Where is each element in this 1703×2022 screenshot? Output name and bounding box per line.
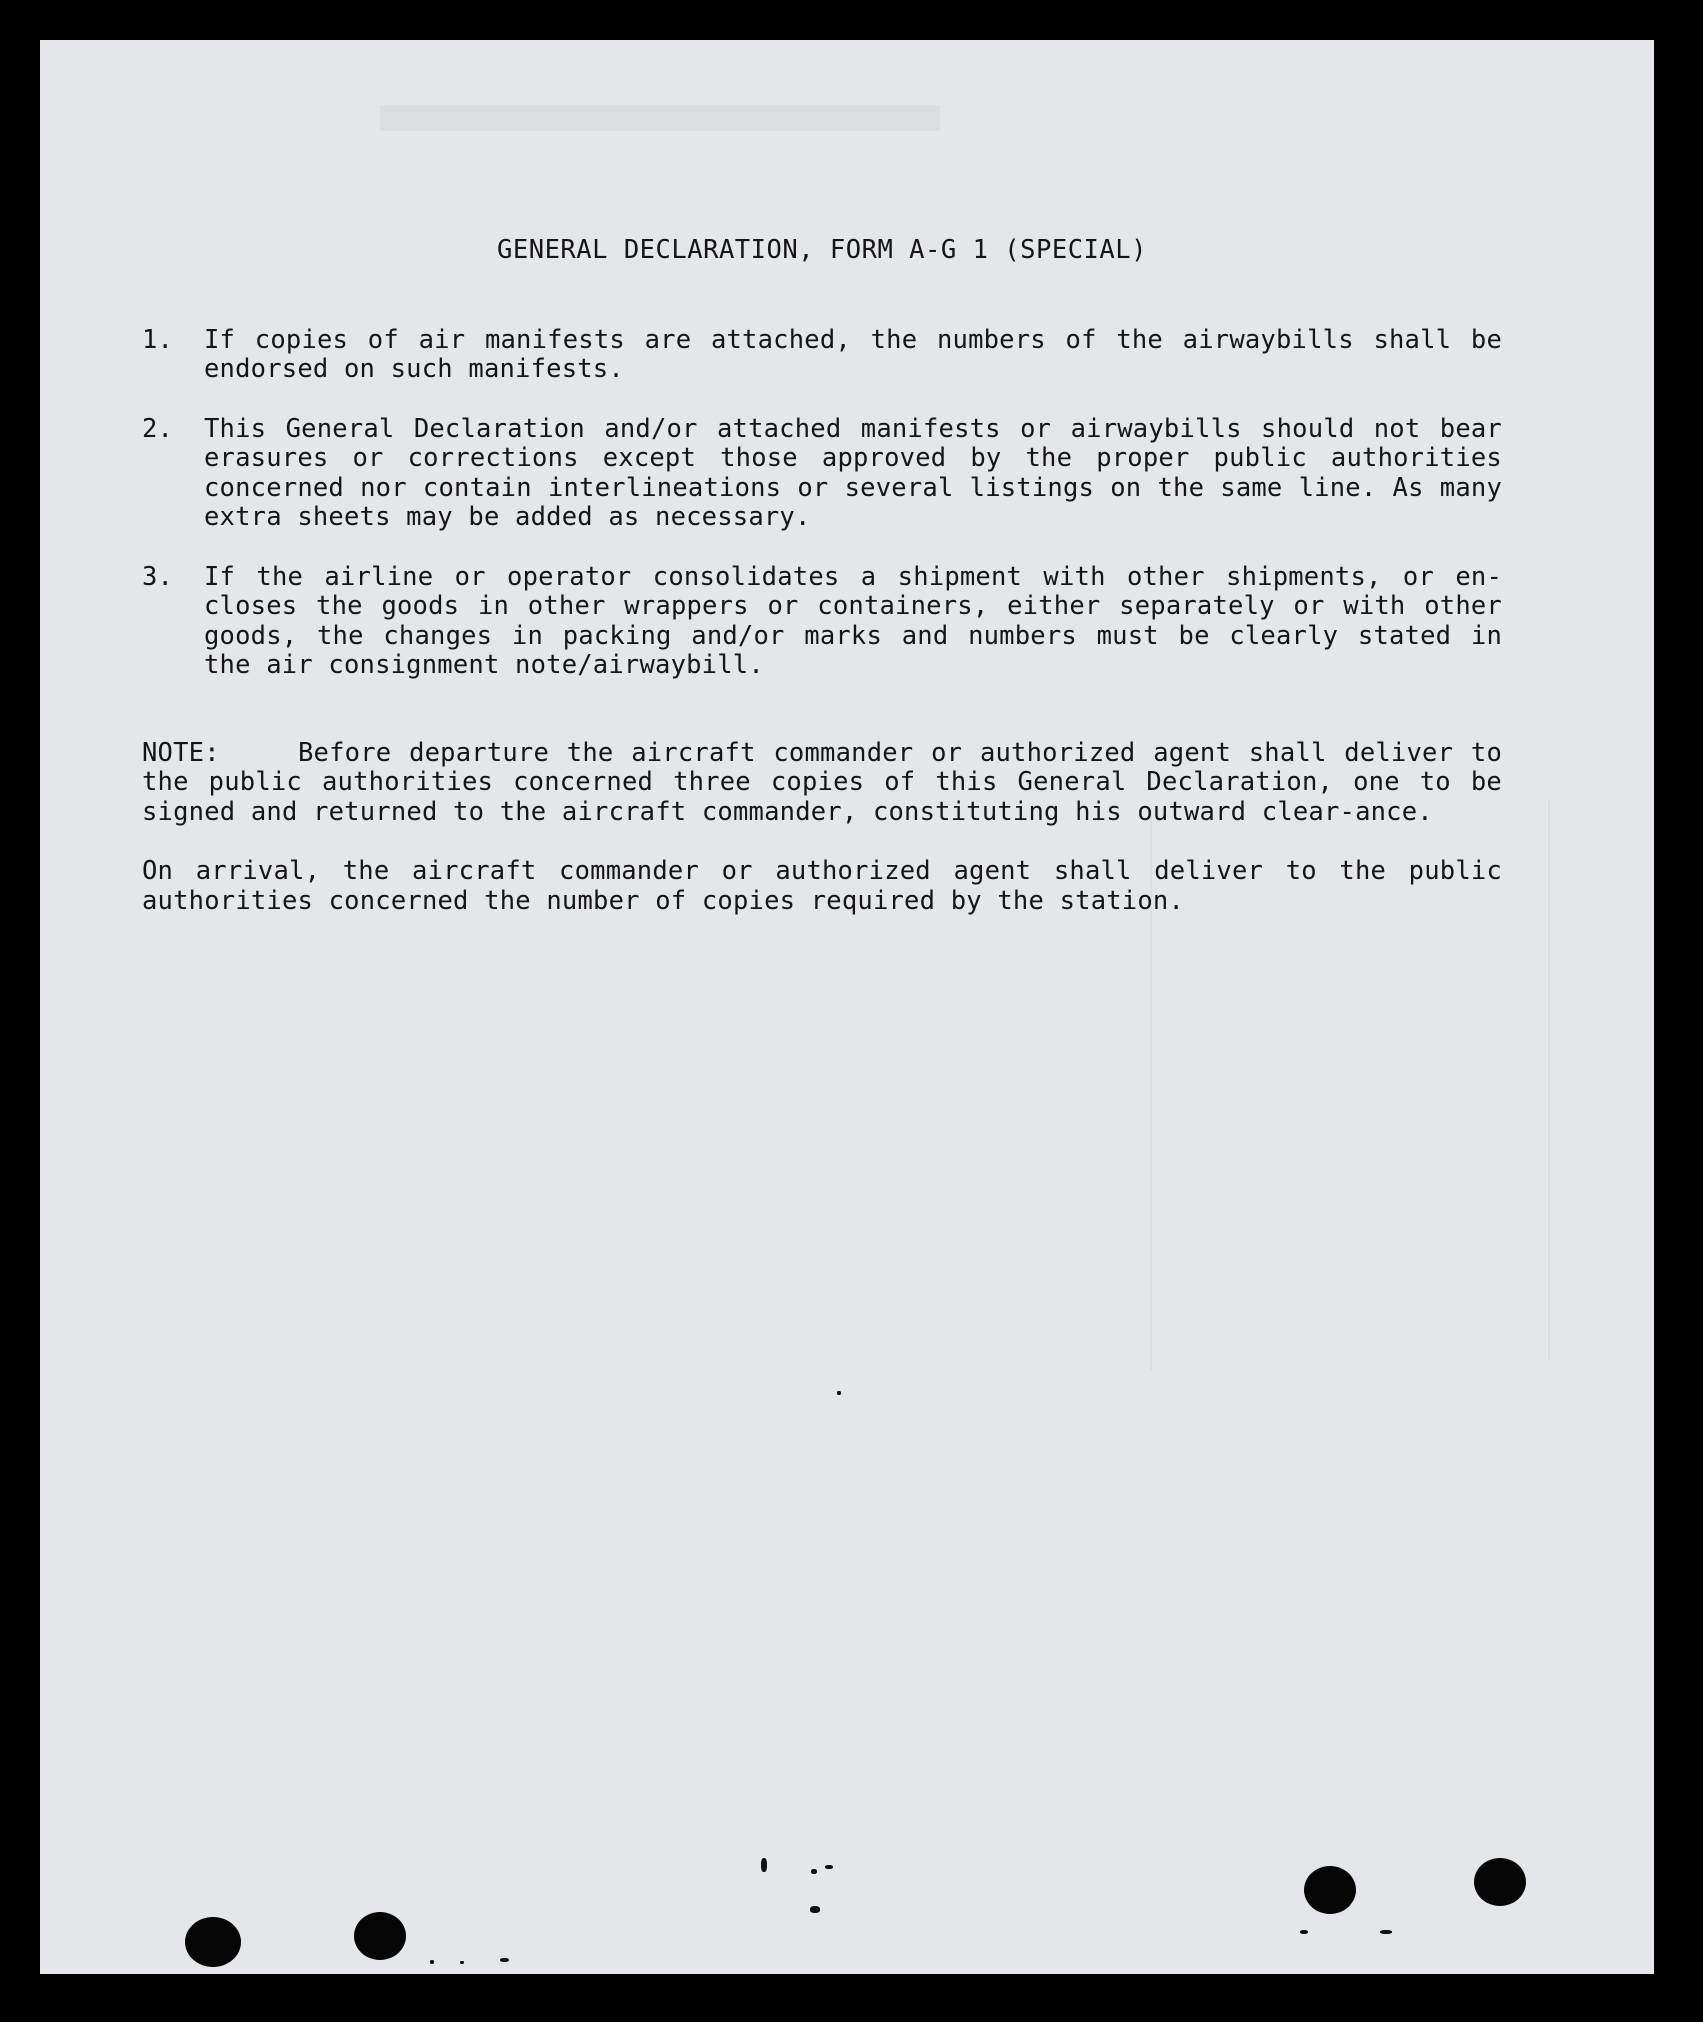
item-number: 1.	[142, 324, 174, 355]
speck	[1300, 1930, 1308, 1934]
item-text: If the airline or operator consolidates a shipment with other shipments, or en-closes the goods in other wrappers or containers, either separately or with other goods, the changes in packing and/or marks and numbers must be clearly stated in the air consignment note/airwaybill.	[204, 561, 1502, 680]
list-item	[142, 326, 1502, 385]
item-text: If copies of air manifests are attached, the numbers of the airwaybills shall be endorsed on such manifests.	[204, 324, 1502, 384]
speck	[825, 1865, 833, 1869]
item-number: 3.	[142, 561, 174, 592]
punch-hole	[1474, 1858, 1526, 1906]
speck	[761, 1858, 767, 1872]
bleed-through-mark	[1548, 800, 1550, 1360]
item-number: 2.	[142, 413, 174, 444]
punch-hole	[1304, 1866, 1356, 1914]
list-item	[142, 563, 1502, 681]
arrival-paragraph: On arrival, the aircraft commander or authorized agent shall deliver to the public authorities concerned the number of copies required by the station.	[142, 856, 1502, 916]
bleed-through-mark	[380, 105, 940, 131]
speck	[1380, 1930, 1392, 1934]
punch-hole	[354, 1912, 406, 1960]
note-label: NOTE:	[142, 737, 220, 768]
speck	[810, 1906, 820, 1913]
punch-hole	[185, 1917, 241, 1967]
speck	[837, 1391, 841, 1395]
note-paragraph	[142, 739, 1502, 828]
speck	[430, 1960, 434, 1964]
note-text: Before departure the aircraft commander or authorized agent shall deliver to the public authorities concerned three copies of this General Declaration, one to be signed and returned to the aircraft commander, constituting his outward clear-ance.	[142, 737, 1502, 827]
speck	[460, 1961, 464, 1964]
speck	[811, 1869, 817, 1874]
speck	[500, 1958, 509, 1962]
page-title: GENERAL DECLARATION, FORM A-G 1 (SPECIAL)	[497, 235, 1147, 265]
list-item	[142, 415, 1502, 533]
declaration-text	[142, 236, 1502, 916]
item-text: This General Declaration and/or attached manifests or airwaybills should not bear erasures or corrections except those approved by the proper public authorities concerned nor contain interlineations or several listings on the same line. As many extra sheets may be added as necessary.	[204, 413, 1502, 532]
